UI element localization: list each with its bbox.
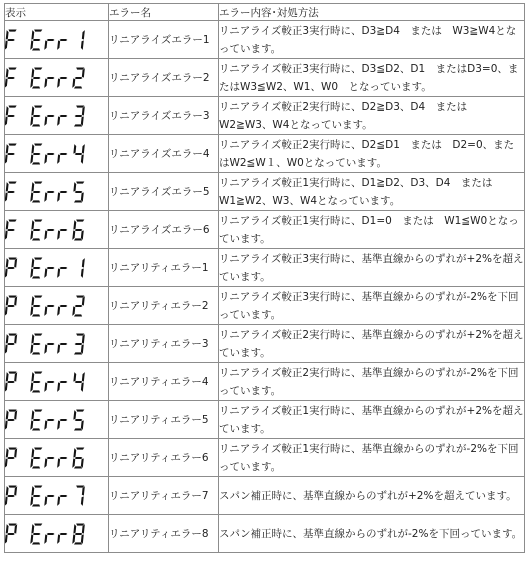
error-name-cell: リニアリティエラー8 bbox=[109, 515, 219, 553]
display-code-cell bbox=[5, 515, 109, 553]
seven-segment-display-code bbox=[5, 293, 108, 319]
seven-segment-display-code bbox=[5, 141, 108, 167]
display-code-cell bbox=[5, 439, 109, 477]
error-name-cell: リニアリティエラー4 bbox=[109, 363, 219, 401]
display-code-cell bbox=[5, 21, 109, 59]
header-display: 表示 bbox=[5, 4, 109, 21]
error-description-cell: リニアライズ較正2実行時に、基準直線からのずれが+2%を超えています。 bbox=[219, 325, 525, 363]
error-code-table bbox=[4, 3, 525, 553]
error-name-cell: リニアライズエラー1 bbox=[109, 21, 219, 59]
display-code-cell bbox=[5, 249, 109, 287]
seven-segment-display-code bbox=[5, 65, 108, 91]
error-name-cell: リニアリティエラー7 bbox=[109, 477, 219, 515]
table-row bbox=[5, 173, 525, 211]
error-name-cell: リニアリティエラー6 bbox=[109, 439, 219, 477]
table-row bbox=[5, 287, 525, 325]
error-name-cell: リニアライズエラー3 bbox=[109, 97, 219, 135]
error-description-cell: リニアライズ較正1実行時に、基準直線からのずれが-2%を下回っています。 bbox=[219, 439, 525, 477]
display-code-cell bbox=[5, 97, 109, 135]
table-row bbox=[5, 477, 525, 515]
table-row bbox=[5, 515, 525, 553]
seven-segment-display-code bbox=[5, 407, 108, 433]
table-row bbox=[5, 97, 525, 135]
table-row bbox=[5, 249, 525, 287]
table-row bbox=[5, 135, 525, 173]
table-row bbox=[5, 211, 525, 249]
display-code-cell bbox=[5, 59, 109, 97]
error-description-cell: スパン補正時に、基準直線からのずれが+2%を超えています。 bbox=[219, 477, 525, 515]
error-description-cell: リニアライズ較正2実行時に、D2≧D3、D4 または W2≧W3、W4となっています。 bbox=[219, 97, 525, 135]
error-name-cell: リニアライズエラー4 bbox=[109, 135, 219, 173]
display-code-cell bbox=[5, 287, 109, 325]
seven-segment-display-code bbox=[5, 179, 108, 205]
table-row bbox=[5, 401, 525, 439]
display-code-cell bbox=[5, 363, 109, 401]
display-code-cell bbox=[5, 173, 109, 211]
display-code-cell bbox=[5, 477, 109, 515]
display-code-cell bbox=[5, 325, 109, 363]
error-description-cell: リニアライズ較正1実行時に、D1=0 または W1≦W0となっています。 bbox=[219, 211, 525, 249]
error-description-cell: リニアライズ較正1実行時に、D1≧D2、D3、D4 または W1≧W2、W3、W4となっています。 bbox=[219, 173, 525, 211]
display-code-cell bbox=[5, 135, 109, 173]
display-code-cell bbox=[5, 401, 109, 439]
seven-segment-display-code bbox=[5, 255, 108, 281]
seven-segment-display-code bbox=[5, 369, 108, 395]
table-row bbox=[5, 21, 525, 59]
error-description-cell: リニアライズ較正2実行時に、基準直線からのずれが-2%を下回っています。 bbox=[219, 363, 525, 401]
header-error-content: エラー内容･対処方法 bbox=[219, 4, 525, 21]
error-description-cell: リニアライズ較正3実行時に、基準直線からのずれが-2%を下回っています。 bbox=[219, 287, 525, 325]
error-description-cell: リニアライズ較正1実行時に、基準直線からのずれが+2%を超えています。 bbox=[219, 401, 525, 439]
seven-segment-display-code bbox=[5, 103, 108, 129]
seven-segment-display-code bbox=[5, 445, 108, 471]
error-description-cell: スパン補正時に、基準直線からのずれが-2%を下回っています。 bbox=[219, 515, 525, 553]
table-header-row bbox=[5, 4, 525, 21]
error-description-cell: リニアライズ較正3実行時に、D3≦D2、D1 またはD3=0、またはW3≦W2、W1、W0 となっています。 bbox=[219, 59, 525, 97]
error-description-cell: リニアライズ較正2実行時に、D2≦D1 または D2=0、またはW2≦W１、W0となっています。 bbox=[219, 135, 525, 173]
error-name-cell: リニアリティエラー5 bbox=[109, 401, 219, 439]
table-row bbox=[5, 439, 525, 477]
error-name-cell: リニアリティエラー1 bbox=[109, 249, 219, 287]
error-name-cell: リニアライズエラー2 bbox=[109, 59, 219, 97]
error-name-cell: リニアライズエラー6 bbox=[109, 211, 219, 249]
seven-segment-display-code bbox=[5, 483, 108, 509]
error-name-cell: リニアリティエラー2 bbox=[109, 287, 219, 325]
seven-segment-display-code bbox=[5, 27, 108, 53]
error-table-container bbox=[4, 3, 525, 553]
error-description-cell: リニアライズ較正3実行時に、基準直線からのずれが+2%を超えています。 bbox=[219, 249, 525, 287]
table-row bbox=[5, 59, 525, 97]
table-row bbox=[5, 363, 525, 401]
error-name-cell: リニアリティエラー3 bbox=[109, 325, 219, 363]
error-description-cell: リニアライズ較正3実行時に、D3≧D4 または W3≧W4となっています。 bbox=[219, 21, 525, 59]
error-name-cell: リニアライズエラー5 bbox=[109, 173, 219, 211]
seven-segment-display-code bbox=[5, 521, 108, 547]
seven-segment-display-code bbox=[5, 331, 108, 357]
header-error-name: エラー名 bbox=[109, 4, 219, 21]
table-row bbox=[5, 325, 525, 363]
display-code-cell bbox=[5, 211, 109, 249]
seven-segment-display-code bbox=[5, 217, 108, 243]
